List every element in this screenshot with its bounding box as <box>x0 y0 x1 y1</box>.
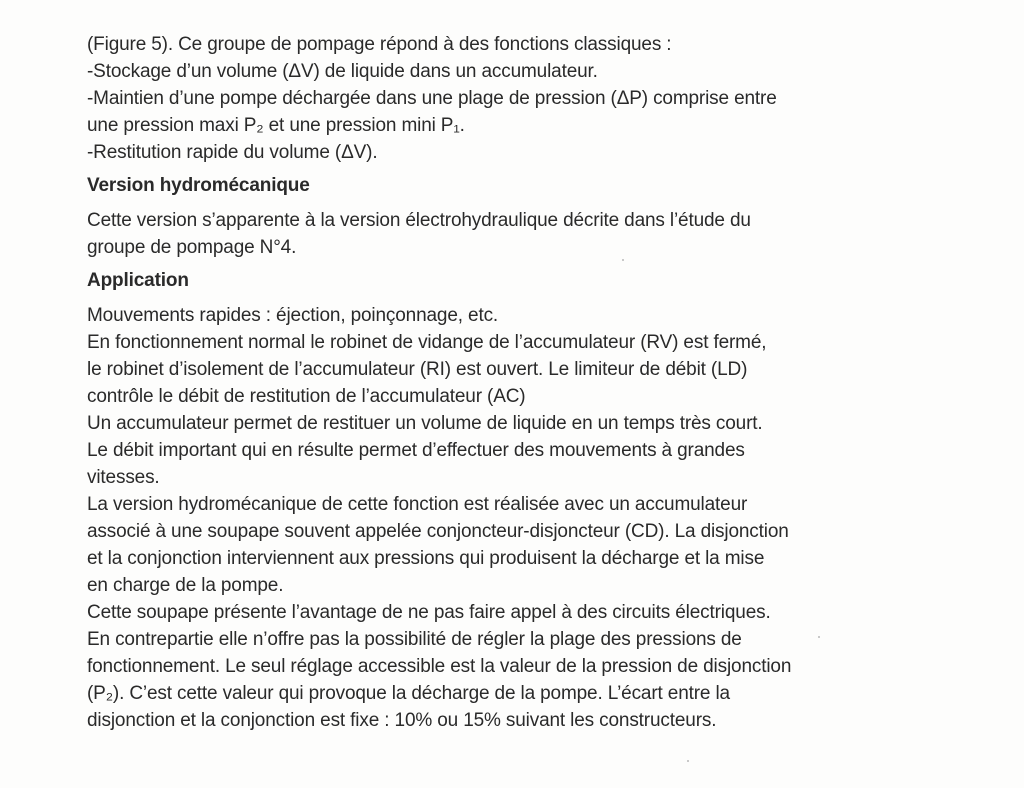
document-page <box>87 31 887 734</box>
text-line: le robinet d’isolement de l’accumulateur (RI) est ouvert. Le limiteur de débit (LD) <box>87 359 748 380</box>
text-line: fonctionnement. Le seul réglage accessible est la valeur de la pression de disjonction <box>87 656 792 677</box>
text-line: Mouvements rapides : éjection, poinçonnage, etc. <box>87 305 499 326</box>
hydromecanique-paragraph <box>87 207 887 261</box>
text-line: La version hydromécanique de cette fonction est réalisée avec un accumulateur <box>87 494 748 515</box>
intro-paragraph <box>87 31 887 166</box>
section-heading-application: Application <box>87 270 189 291</box>
text-line: groupe de pompage N°4. <box>87 237 297 258</box>
text-line: associé à une soupape souvent appelée conjoncteur-disjoncteur (CD). La disjonction <box>87 521 789 542</box>
text-line: disjonction et la conjonction est fixe : 10% ou 15% suivant les constructeurs. <box>87 710 717 731</box>
text-line: En contrepartie elle n’offre pas la possibilité de régler la plage des pressions de <box>87 629 742 650</box>
application-paragraph <box>87 302 887 734</box>
text-line: Cette version s’apparente à la version électrohydraulique décrite dans l’étude du <box>87 210 751 231</box>
text-line: Le débit important qui en résulte permet d’effectuer des mouvements à grandes <box>87 440 745 461</box>
text-line: -Stockage d’un volume (ΔV) de liquide dans un accumulateur. <box>87 61 598 82</box>
text-line: contrôle le débit de restitution de l’accumulateur (AC) <box>87 386 526 407</box>
text-line: vitesses. <box>87 467 160 488</box>
text-line: (P₂). C’est cette valeur qui provoque la décharge de la pompe. L’écart entre la <box>87 683 730 704</box>
text-line: une pression maxi P₂ et une pression mini P₁. <box>87 115 465 136</box>
scan-speck <box>687 760 689 762</box>
text-line: et la conjonction interviennent aux pressions qui produisent la décharge et la mise <box>87 548 765 569</box>
scan-speck <box>622 259 624 261</box>
scan-speck <box>818 636 820 638</box>
text-line: (Figure 5). Ce groupe de pompage répond à des fonctions classiques : <box>87 34 672 55</box>
text-line: Cette soupape présente l’avantage de ne pas faire appel à des circuits électriques. <box>87 602 771 623</box>
text-line: -Maintien d’une pompe déchargée dans une plage de pression (ΔP) comprise entre <box>87 88 777 109</box>
text-line: -Restitution rapide du volume (ΔV). <box>87 142 378 163</box>
text-line: en charge de la pompe. <box>87 575 284 596</box>
section-heading-hydromecanique: Version hydromécanique <box>87 175 310 196</box>
text-line: En fonctionnement normal le robinet de vidange de l’accumulateur (RV) est fermé, <box>87 332 767 353</box>
text-line: Un accumulateur permet de restituer un volume de liquide en un temps très court. <box>87 413 763 434</box>
